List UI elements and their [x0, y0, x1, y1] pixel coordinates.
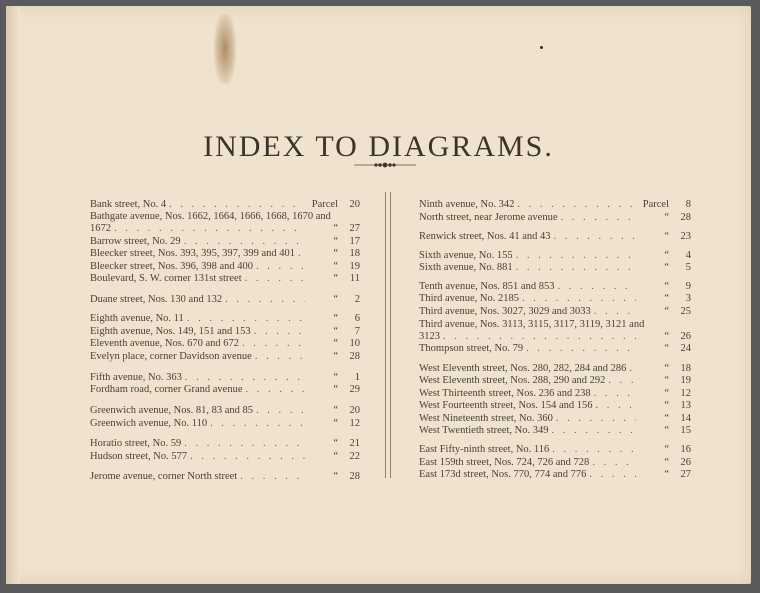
index-entry	[419, 388, 691, 400]
entry-label: West Eleventh street, Nos. 280, 282, 284 and 286	[419, 363, 627, 374]
index-entry	[419, 400, 691, 412]
leader-dots	[254, 326, 305, 338]
entry-label: West Fourteenth street, Nos. 154 and 156	[419, 400, 593, 411]
entry-label: Bank street, No. 4	[90, 199, 167, 210]
entry-label: Third avenue, Nos. 3027, 3029 and 3033	[419, 306, 591, 317]
leader-dots	[184, 236, 305, 248]
index-entry	[419, 199, 691, 211]
entry-label: Horatio street, No. 59	[90, 438, 182, 449]
leader-dots	[210, 418, 305, 430]
index-entry	[90, 236, 360, 248]
entry-parcel-mark: “	[664, 425, 669, 436]
entry-parcel-mark: “	[333, 223, 338, 234]
entry-label-line1: Third avenue, Nos. 3113, 3115, 3117, 3119, 3121 and	[419, 319, 645, 330]
entry-parcel-number: 2	[354, 294, 360, 305]
entry-parcel-number: 29	[349, 384, 360, 395]
entry-parcel-mark: Parcel	[311, 199, 338, 210]
entry-label: Jerome avenue, corner North street	[90, 471, 238, 482]
entry-parcel-mark: “	[664, 457, 669, 468]
index-entry	[419, 444, 691, 456]
entry-label: Tenth avenue, Nos. 851 and 853	[419, 281, 555, 292]
entry-parcel-mark: “	[333, 451, 338, 462]
entry-parcel-number: 24	[680, 343, 691, 354]
index-entry	[90, 261, 360, 273]
index-entry	[419, 375, 691, 387]
entry-parcel-mark: “	[664, 413, 669, 424]
entry-label: Fordham road, corner Grand avenue	[90, 384, 243, 395]
entry-label: Eighth avenue, No. 11	[90, 313, 184, 324]
entry-parcel-mark: “	[333, 471, 338, 482]
leader-dots	[629, 363, 636, 375]
entry-label: Hudson street, No. 577	[90, 451, 188, 462]
entry-label: West Eleventh street, Nos. 288, 290 and 292	[419, 375, 606, 386]
leader-dots	[522, 293, 636, 305]
index-entry	[419, 319, 691, 343]
entry-parcel-mark: “	[664, 250, 669, 261]
index-entry	[419, 281, 691, 293]
entry-label: West Twentieth street, No. 349	[419, 425, 549, 436]
leader-dots	[225, 294, 305, 306]
leader-dots	[245, 384, 305, 396]
leader-dots	[187, 313, 305, 325]
entry-label: Greenwich avenue, No. 110	[90, 418, 208, 429]
entry-parcel-number: 23	[680, 231, 691, 242]
index-entry	[419, 457, 691, 469]
index-entry	[90, 313, 360, 325]
entry-parcel-number: 28	[349, 471, 360, 482]
entry-parcel-mark: “	[333, 372, 338, 383]
entry-parcel-mark: “	[333, 384, 338, 395]
entry-parcel-mark: “	[333, 351, 338, 362]
entry-parcel-mark: “	[664, 469, 669, 480]
entry-parcel-number: 16	[680, 444, 691, 455]
entry-parcel-number: 5	[685, 262, 691, 273]
entry-parcel-number: 17	[349, 236, 360, 247]
entry-label: 3123	[419, 331, 440, 342]
leader-dots	[298, 248, 305, 260]
leader-dots	[596, 400, 636, 412]
entry-parcel-number: 19	[680, 375, 691, 386]
index-entry	[90, 418, 360, 430]
index-entry	[419, 469, 691, 481]
index-entry	[419, 231, 691, 243]
index-entry	[90, 326, 360, 338]
index-entry	[90, 372, 360, 384]
entry-parcel-number: 15	[680, 425, 691, 436]
entry-parcel-number: 11	[349, 273, 360, 284]
leader-dots	[242, 338, 305, 350]
leader-dots	[516, 250, 636, 262]
index-entry	[419, 212, 691, 224]
index-entry	[90, 351, 360, 363]
index-entry	[90, 294, 360, 306]
entry-parcel-mark: “	[333, 273, 338, 284]
entry-parcel-number: 18	[349, 248, 360, 259]
index-entry	[90, 211, 360, 235]
entry-label: Duane street, Nos. 130 and 132	[90, 294, 223, 305]
entry-parcel-mark: “	[333, 294, 338, 305]
entry-parcel-mark: “	[333, 405, 338, 416]
leader-dots	[245, 273, 305, 285]
page-spine	[6, 6, 20, 584]
entry-parcel-number: 21	[349, 438, 360, 449]
leader-dots	[589, 469, 636, 481]
leader-dots	[240, 471, 305, 483]
entry-parcel-mark: “	[333, 418, 338, 429]
leader-dots	[185, 372, 305, 384]
entry-parcel-mark: “	[664, 363, 669, 374]
entry-label: Barrow street, No. 29	[90, 236, 181, 247]
entry-label-line1: Bathgate avenue, Nos. 1662, 1664, 1666, 1668, 1670 and	[90, 211, 331, 222]
entry-parcel-mark: “	[333, 248, 338, 259]
index-entry	[90, 248, 360, 260]
entry-parcel-mark: “	[333, 313, 338, 324]
leader-dots	[552, 444, 636, 456]
index-entry	[419, 293, 691, 305]
document-page	[6, 6, 751, 584]
entry-parcel-number: 9	[685, 281, 691, 292]
entry-parcel-number: 25	[680, 306, 691, 317]
entry-parcel-number: 19	[349, 261, 360, 272]
index-entry	[419, 262, 691, 274]
entry-parcel-number: 28	[680, 212, 691, 223]
entry-parcel-mark: “	[664, 444, 669, 455]
entry-label: Fifth avenue, No. 363	[90, 372, 182, 383]
entry-parcel-number: 4	[685, 250, 691, 261]
entry-parcel-number: 6	[354, 313, 360, 324]
leader-dots	[184, 438, 305, 450]
entry-label: North street, near Jerome avenue	[419, 212, 558, 223]
entry-label: Ninth avenue, No. 342	[419, 199, 515, 210]
index-entry	[90, 384, 360, 396]
index-entry	[419, 343, 691, 355]
leader-dots	[256, 261, 305, 273]
index-entry	[419, 250, 691, 262]
entry-parcel-mark: “	[664, 231, 669, 242]
entry-parcel-mark: “	[664, 400, 669, 411]
index-entry	[90, 451, 360, 463]
entry-parcel-mark: “	[664, 306, 669, 317]
entry-parcel-number: 12	[680, 388, 691, 399]
entry-label: Eighth avenue, Nos. 149, 151 and 153	[90, 326, 251, 337]
entry-label: West Thirteenth street, Nos. 236 and 238	[419, 388, 591, 399]
entry-parcel-number: 7	[354, 326, 360, 337]
entry-parcel-mark: “	[664, 281, 669, 292]
entry-label: Renwick street, Nos. 41 and 43	[419, 231, 551, 242]
entry-parcel-mark: “	[664, 212, 669, 223]
index-entry	[90, 199, 360, 211]
leader-dots	[169, 199, 305, 211]
column-divider	[385, 192, 391, 478]
index-entry	[419, 413, 691, 425]
entry-parcel-mark: “	[333, 338, 338, 349]
entry-parcel-mark: “	[333, 261, 338, 272]
index-entry	[90, 471, 360, 483]
entry-parcel-mark: “	[664, 293, 669, 304]
entry-label: Bleecker street, Nos. 396, 398 and 400	[90, 261, 254, 272]
entry-parcel-number: 20	[349, 405, 360, 416]
entry-label: Bleecker street, Nos. 393, 395, 397, 399 and 401	[90, 248, 296, 259]
entry-parcel-number: 14	[680, 413, 691, 424]
index-entry	[419, 425, 691, 437]
entry-parcel-number: 1	[354, 372, 360, 383]
leader-dots	[526, 343, 636, 355]
entry-label: 1672	[90, 223, 111, 234]
entry-label: East 173d street, Nos. 770, 774 and 776	[419, 469, 587, 480]
ink-speck	[540, 46, 543, 49]
entry-label: Boulevard, S. W. corner 131st street	[90, 273, 242, 284]
leader-dots	[554, 231, 636, 243]
entry-parcel-number: 22	[349, 451, 360, 462]
entry-parcel-number: 18	[680, 363, 691, 374]
leader-dots	[557, 281, 636, 293]
title-ornament	[354, 160, 416, 170]
index-entry	[419, 363, 691, 375]
entry-parcel-number: 27	[680, 469, 691, 480]
leader-dots	[608, 375, 636, 387]
entry-parcel-mark: “	[664, 331, 669, 342]
entry-parcel-number: 27	[349, 223, 360, 234]
leader-dots	[560, 212, 636, 224]
entry-parcel-mark: “	[664, 262, 669, 273]
entry-parcel-number: 13	[680, 400, 691, 411]
entry-parcel-number: 28	[349, 351, 360, 362]
leader-dots	[556, 413, 636, 425]
entry-parcel-number: 10	[349, 338, 360, 349]
entry-parcel-mark: “	[333, 236, 338, 247]
entry-parcel-mark: “	[333, 438, 338, 449]
entry-label: East Fifty-ninth street, No. 116	[419, 444, 550, 455]
leader-dots	[517, 199, 636, 211]
index-entry	[90, 438, 360, 450]
leader-dots	[443, 331, 636, 343]
leader-dots	[594, 388, 636, 400]
entry-parcel-number: 3	[685, 293, 691, 304]
page-title: INDEX TO DIAGRAMS.	[203, 130, 554, 164]
index-entry	[419, 306, 691, 318]
leader-dots	[594, 306, 636, 318]
entry-label: Third avenue, No. 2185	[419, 293, 520, 304]
leader-dots	[256, 405, 305, 417]
entry-parcel-mark: “	[664, 375, 669, 386]
entry-label: Sixth avenue, No. 155	[419, 250, 513, 261]
leader-dots	[255, 351, 305, 363]
entry-label: Thompson street, No. 79	[419, 343, 524, 354]
entry-parcel-mark: “	[664, 343, 669, 354]
leader-dots	[516, 262, 636, 274]
entry-label: Evelyn place, corner Davidson avenue	[90, 351, 252, 362]
index-entry	[90, 405, 360, 417]
entry-parcel-number: 26	[680, 331, 691, 342]
entry-label: Eleventh avenue, Nos. 670 and 672	[90, 338, 240, 349]
entry-label: Greenwich avenue, Nos. 81, 83 and 85	[90, 405, 253, 416]
entry-label: Sixth avenue, No. 881	[419, 262, 513, 273]
index-entry	[90, 338, 360, 350]
entry-label: East 159th street, Nos. 724, 726 and 728	[419, 457, 590, 468]
entry-parcel-number: 8	[685, 199, 691, 210]
leader-dots	[114, 223, 305, 235]
entry-parcel-number: 20	[349, 199, 360, 210]
entry-parcel-mark: “	[664, 388, 669, 399]
leader-dots	[190, 451, 305, 463]
entry-parcel-number: 26	[680, 457, 691, 468]
entry-parcel-mark: “	[333, 326, 338, 337]
page-stain	[214, 14, 236, 84]
leader-dots	[551, 425, 636, 437]
entry-parcel-mark: Parcel	[642, 199, 669, 210]
entry-parcel-number: 12	[349, 418, 360, 429]
entry-label: West Nineteenth street, No. 360	[419, 413, 553, 424]
leader-dots	[592, 457, 636, 469]
index-entry	[90, 273, 360, 285]
